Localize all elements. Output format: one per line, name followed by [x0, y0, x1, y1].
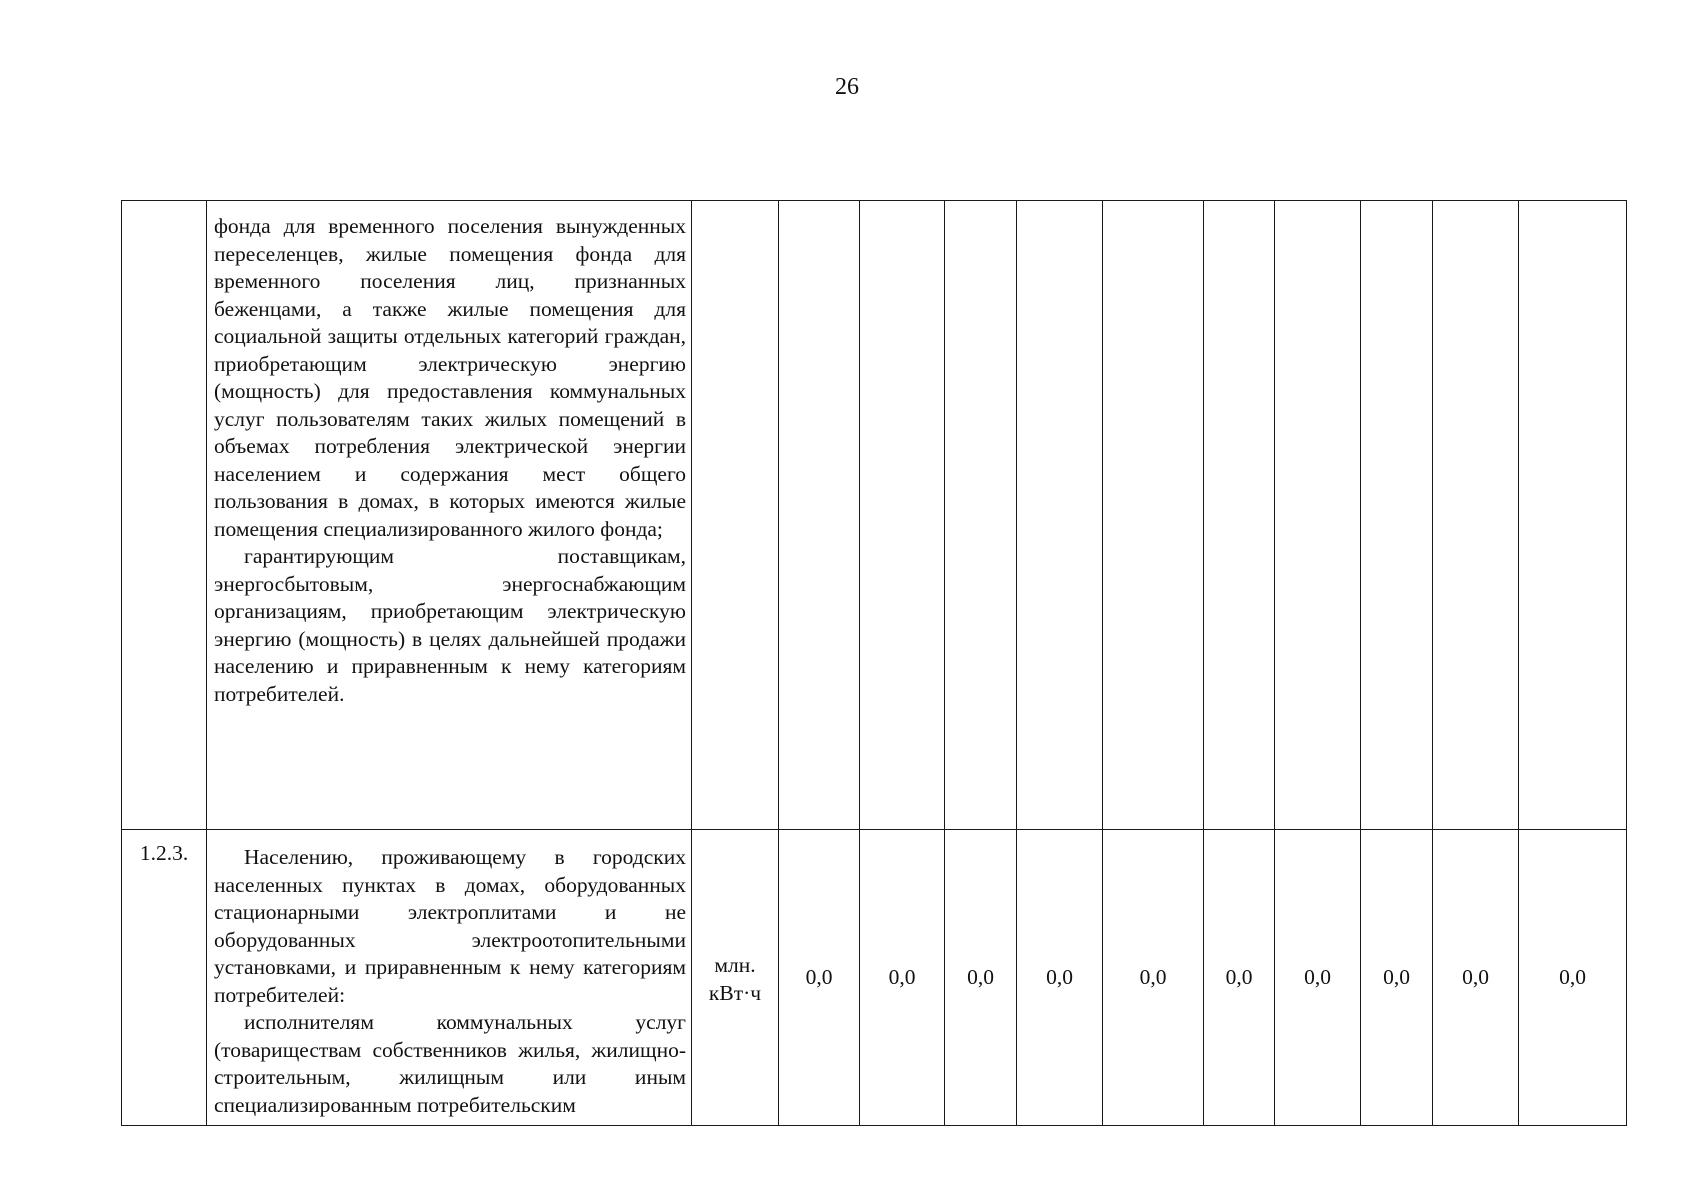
row-number-cell	[122, 201, 207, 830]
description-paragraph: гарантирующим поставщикам, энергосбытовым, энергоснабжающим организациям, приобретающим электрическую энергию (мощность) в целях дальнейшей продажи населению и приравненным к нему категориям потребителей.	[214, 544, 686, 706]
value-cell: 0,0	[1433, 830, 1519, 1126]
description-paragraph: Населению, проживающему в городских населенных пунктах в домах, оборудованных стационарными электроплитами и не оборудованных электроотопительными установками, и приравненным к нему категориям потребителей:	[214, 845, 686, 1007]
value-cell	[860, 201, 945, 830]
value-cell: 0,0	[945, 830, 1017, 1126]
value-cell	[945, 201, 1017, 830]
description-paragraph: исполнителям коммунальных услуг (товариществам собственников жилья, жилищно-строительным, жилищным или иным специализированным потребительским	[214, 1010, 686, 1117]
value-cell: 0,0	[860, 830, 945, 1126]
value-cell: 0,0	[1361, 830, 1433, 1126]
row-number-cell: 1.2.3.	[122, 830, 207, 1126]
value-cell: 0,0	[1103, 830, 1204, 1126]
tariff-table	[121, 200, 1627, 1126]
value-cell: 0,0	[1017, 830, 1103, 1126]
value-cell	[1275, 201, 1361, 830]
table-row	[122, 201, 1627, 830]
page-number: 26	[835, 74, 859, 100]
unit-cell	[692, 201, 779, 830]
value-cell: 0,0	[1204, 830, 1275, 1126]
row-description-cell	[207, 201, 692, 830]
description-paragraph: фонда для временного поселения вынужденных переселенцев, жилые помещения фонда для временного поселения лиц, признанных беженцами, а также жилые помещения для социальной защиты отдельных категорий граждан, приобретающим электрическую энергию (мощность) для предоставления коммунальных услуг пользователям таких жилых помещений в объемах потребления электрической энергии населением и содержания мест общего пользования в домах, в которых имеются жилые помещения специализированного жилого фонда;	[214, 214, 686, 541]
value-cell	[779, 201, 860, 830]
value-cell	[1433, 201, 1519, 830]
value-cell	[1204, 201, 1275, 830]
value-cell: 0,0	[779, 830, 860, 1126]
table-row	[122, 830, 1627, 1126]
value-cell: 0,0	[1519, 830, 1627, 1126]
value-cell	[1519, 201, 1627, 830]
value-cell	[1017, 201, 1103, 830]
unit-line: млн.	[714, 953, 756, 977]
unit-cell	[692, 830, 779, 1126]
value-cell: 0,0	[1275, 830, 1361, 1126]
row-description-cell	[207, 830, 692, 1126]
value-cell	[1361, 201, 1433, 830]
unit-line: кВт·ч	[708, 980, 762, 1005]
value-cell	[1103, 201, 1204, 830]
